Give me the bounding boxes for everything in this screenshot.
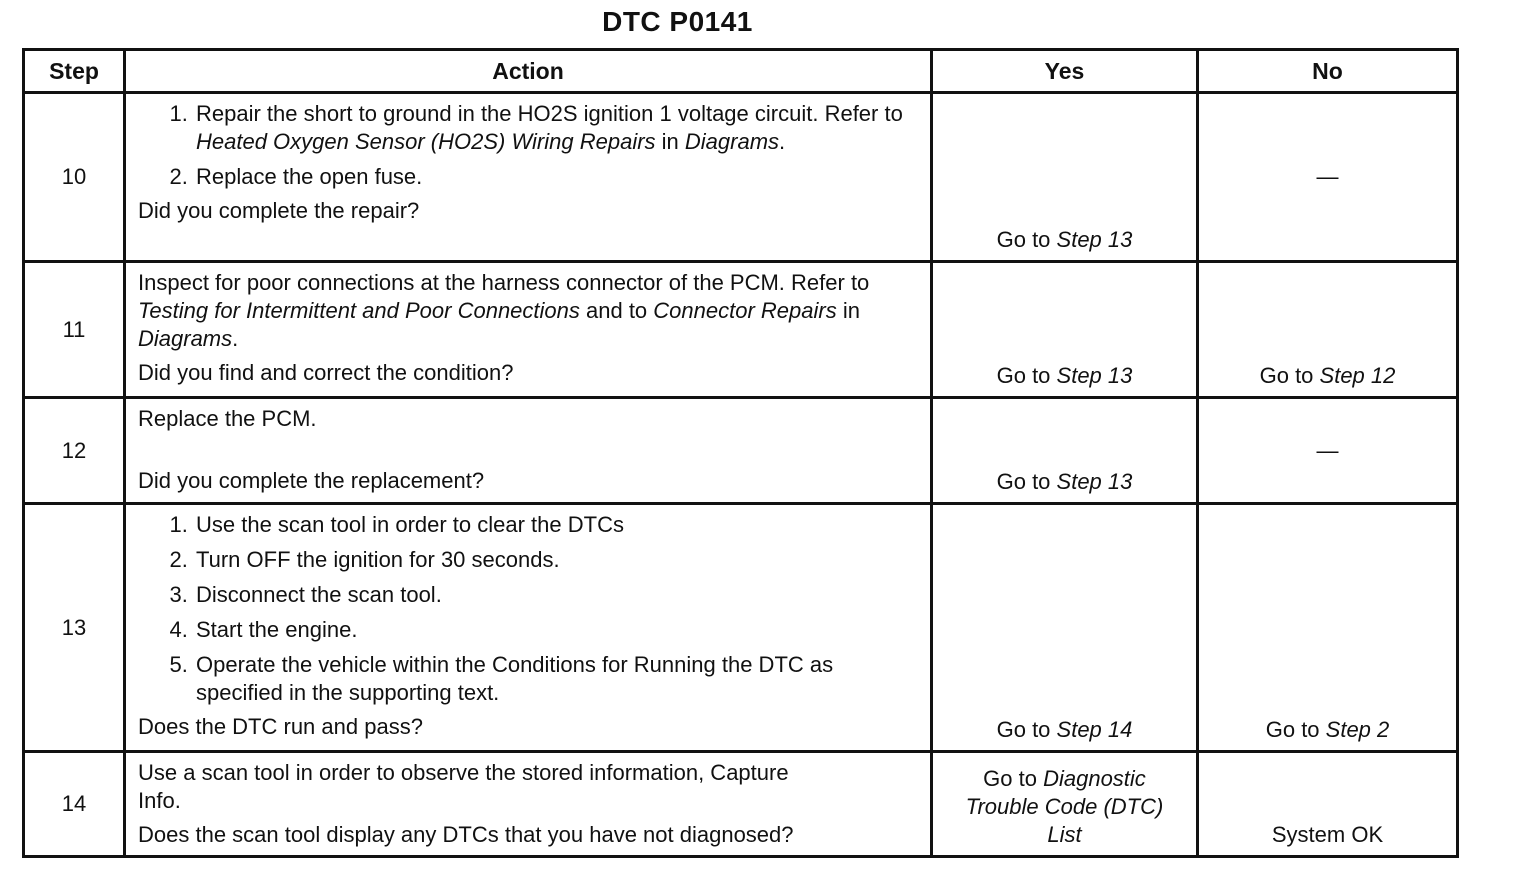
- reference-link: Connector Repairs: [653, 298, 837, 323]
- step-reference: Step 14: [1056, 717, 1133, 742]
- question-text: Did you complete the replacement?: [138, 468, 485, 493]
- no-cell: Go to Step 12: [1198, 262, 1458, 398]
- action-cell: [125, 262, 932, 398]
- step-number: 10: [24, 93, 125, 262]
- step-number: 12: [24, 398, 125, 504]
- step-reference: Step 13: [1056, 363, 1133, 388]
- action-cell: [125, 398, 932, 504]
- header-yes: Yes: [932, 50, 1198, 93]
- step-number: 14: [24, 752, 125, 857]
- question-text: Does the DTC run and pass?: [138, 714, 423, 739]
- reference-link: Heated Oxygen Sensor (HO2S) Wiring Repairs: [196, 129, 656, 154]
- header-action: Action: [125, 50, 932, 93]
- action-text: Use a scan tool in order to observe the stored information, Capture Info.: [138, 760, 789, 813]
- action-text: Replace the PCM.: [138, 406, 317, 431]
- no-cell: —: [1198, 398, 1458, 504]
- table-row: [24, 398, 1458, 504]
- action-cell: [125, 93, 932, 262]
- header-row: [24, 50, 1458, 93]
- step-number: 13: [24, 504, 125, 752]
- step-number: 11: [24, 262, 125, 398]
- table-row: [24, 504, 1458, 752]
- no-cell: System OK: [1198, 752, 1458, 857]
- header-step: Step: [24, 50, 125, 93]
- no-cell: Go to Step 2: [1198, 504, 1458, 752]
- action-list: [138, 100, 916, 191]
- step-reference: Step 13: [1056, 469, 1133, 494]
- list-item: 4. Start the engine.: [194, 616, 916, 644]
- question-text: Does the scan tool display any DTCs that you have not diagnosed?: [138, 822, 794, 847]
- table-row: [24, 262, 1458, 398]
- no-cell: —: [1198, 93, 1458, 262]
- yes-cell: Go to Step 14: [932, 504, 1198, 752]
- list-item: 1. Use the scan tool in order to clear the DTCs: [194, 511, 916, 539]
- yes-cell: Go to Step 13: [932, 398, 1198, 504]
- list-item: 2. Turn OFF the ignition for 30 seconds.: [194, 546, 916, 574]
- table-row: [24, 752, 1458, 857]
- reference-link: Diagrams: [684, 129, 780, 154]
- yes-cell: Go to Step 13: [932, 262, 1198, 398]
- action-list: [138, 511, 916, 707]
- table-row: [24, 93, 1458, 262]
- question-text: Did you find and correct the condition?: [138, 360, 514, 385]
- header-no: No: [1198, 50, 1458, 93]
- question-text: Did you complete the repair?: [138, 198, 420, 223]
- step-reference: Step 13: [1056, 227, 1133, 252]
- reference-link: Testing for Intermittent and Poor Connections: [138, 298, 580, 323]
- step-reference: Diagnostic Trouble Code (DTC) List: [965, 766, 1164, 847]
- reference-link: Diagrams: [138, 326, 233, 351]
- list-item: 5. Operate the vehicle within the Conditions for Running the DTC as specified in the supporting text.: [194, 651, 916, 707]
- dtc-table: [22, 48, 1459, 858]
- action-cell: [125, 504, 932, 752]
- list-item: 1. Repair the short to ground in the HO2S ignition 1 voltage circuit. Refer to Heated Oxygen Sensor (HO2S) Wiring Repairs in Diagrams.: [194, 100, 916, 156]
- yes-cell: Go to Step 13: [932, 93, 1198, 262]
- action-cell: [125, 752, 932, 857]
- spacer: [138, 439, 916, 467]
- yes-cell: Go to Diagnostic Trouble Code (DTC) List: [932, 752, 1198, 857]
- list-item: 3. Disconnect the scan tool.: [194, 581, 916, 609]
- list-item: 2. Replace the open fuse.: [194, 163, 916, 191]
- page-title: DTC P0141: [602, 6, 753, 37]
- step-reference: Step 12: [1319, 363, 1396, 388]
- action-text: Inspect for poor connections at the harness connector of the PCM. Refer to Testing for Intermittent and Poor Connections and to Connector Repairs in Diagrams.: [138, 270, 870, 351]
- step-reference: Step 2: [1325, 717, 1390, 742]
